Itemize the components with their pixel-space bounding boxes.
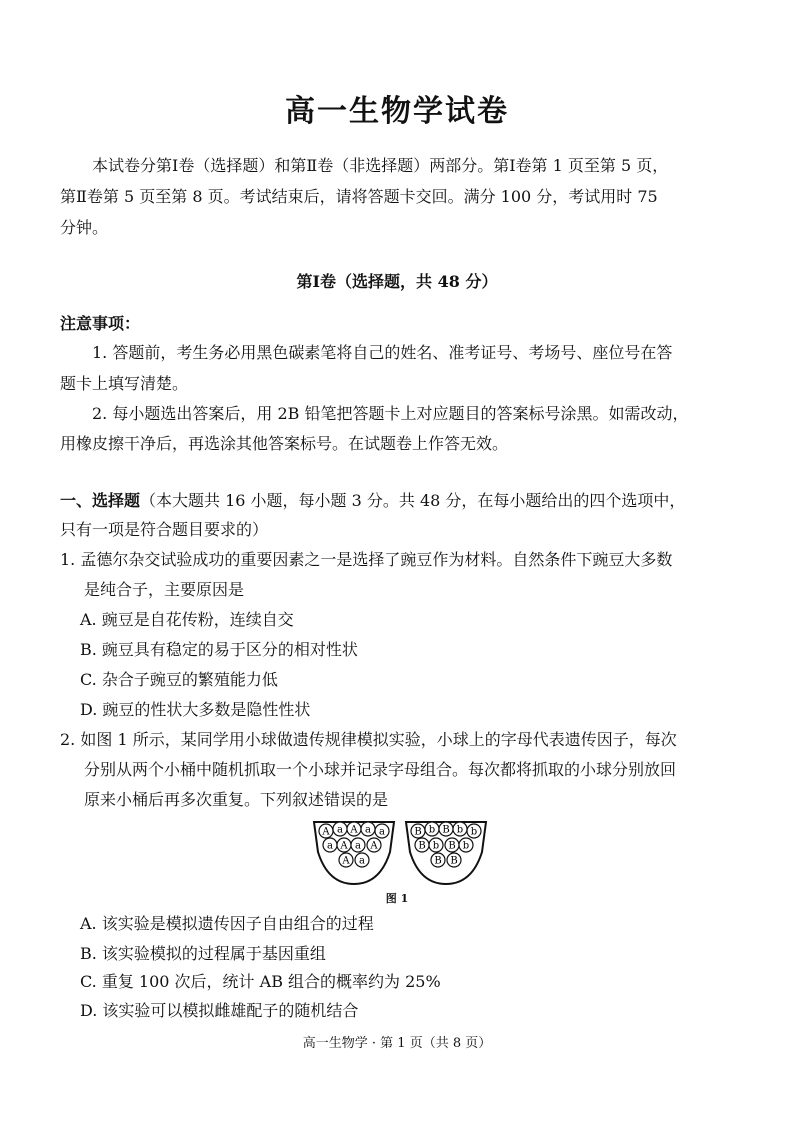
notice-heading: 注意事项： xyxy=(60,314,141,333)
q2-option-d: D. 该实验可以模拟雌雄配子的随机结合 xyxy=(80,1001,359,1020)
bucket-1-ball-label: A xyxy=(350,824,358,836)
bucket-1-ball-label: A xyxy=(342,855,350,867)
page-footer: 高一生物学 · 第 1 页（共 8 页） xyxy=(302,1036,492,1051)
bucket-1-ball-label: a xyxy=(355,840,361,852)
bucket-2-ball-label: b xyxy=(470,826,478,838)
q1-option-c: C. 杂合子豌豆的繁殖能力低 xyxy=(80,670,278,689)
q1-option-d: D. 豌豆的性状大多数是隐性性状 xyxy=(80,700,311,719)
notice-line-1: 1. 答题前，考生务必用黑色碳素笔将自己的姓名、准考证号、考场号、座位号在答 xyxy=(92,343,673,362)
bucket-2-ball-label: B xyxy=(450,855,458,867)
q1-stem-line-1: 1. 孟德尔杂交试验成功的重要因素之一是选择了豌豆作为材料。自然条件下豌豆大多数 xyxy=(60,550,673,569)
bucket-2-ball-label: B xyxy=(418,840,426,852)
notice-line-2: 题卡上填写清楚。 xyxy=(60,374,189,393)
bucket-1-ball-label: A xyxy=(322,826,330,838)
q2-option-c: C. 重复 100 次后，统计 AB 组合的概率约为 25% xyxy=(80,972,441,991)
q2-stem-line-3: 原来小桶后再多次重复。下列叙述错误的是 xyxy=(84,790,389,809)
bucket-1-ball-label: a xyxy=(365,824,371,836)
bucket-2-ball-label: B xyxy=(414,826,422,838)
bucket-1-ball-label: a xyxy=(327,840,333,852)
intro-line-2: 第Ⅱ卷第 5 页至第 8 页。考试结束后，请将答题卡交回。满分 100 分，考试用时 75 xyxy=(60,187,658,206)
bucket-1-ball-label: a xyxy=(337,824,343,836)
q2-stem-line-1: 2. 如图 1 所示，某同学用小球做遗传规律模拟实验，小球上的字母代表遗传因子，每次 xyxy=(60,730,677,749)
part1-heading: 一、选择题 xyxy=(60,491,141,510)
q1-option-b: B. 豌豆具有稳定的易于区分的相对性状 xyxy=(80,640,358,659)
figure-1-buckets xyxy=(310,818,490,890)
bucket-1-ball-label: A xyxy=(370,840,378,852)
q1-option-a: A. 豌豆是自花传粉，连续自交 xyxy=(80,610,294,629)
bucket-2-ball-label: B xyxy=(434,855,442,867)
figure-caption: 图 1 xyxy=(385,892,409,905)
q2-option-b: B. 该实验模拟的过程属于基因重组 xyxy=(80,944,326,963)
bucket-2-ball-label: B xyxy=(448,840,456,852)
section-title: 第Ⅰ卷（选择题，共 48 分） xyxy=(296,272,498,291)
q2-stem-line-2: 分别从两个小桶中随机抓取一个小球并记录字母组合。每次都将抓取的小球分别放回 xyxy=(84,760,677,779)
bucket-2-ball-label: B xyxy=(442,824,450,836)
notice-line-4: 用橡皮擦干净后，再选涂其他答案标号。在试题卷上作答无效。 xyxy=(60,434,509,453)
bucket-1-ball-label: a xyxy=(379,826,385,838)
bucket-1 xyxy=(314,822,394,884)
bucket-2-ball-label: b xyxy=(432,840,440,852)
q1-stem-line-2: 是纯合子，主要原因是 xyxy=(84,580,245,599)
bucket-1-ball-label: a xyxy=(359,855,365,867)
notice-line-3: 2. 每小题选出答案后，用 2B 铅笔把答题卡上对应题目的答案标号涂黑。如需改动， xyxy=(92,404,689,423)
bucket-2-ball-label: b xyxy=(428,824,436,836)
bucket-2-ball-label: b xyxy=(456,824,464,836)
bucket-2-ball-label: b xyxy=(462,840,470,852)
intro-line-3: 分钟。 xyxy=(60,218,109,237)
bucket-1-ball-label: A xyxy=(340,840,348,852)
bucket-2 xyxy=(406,822,486,884)
intro-line-1: 本试卷分第Ⅰ卷（选择题）和第Ⅱ卷（非选择题）两部分。第Ⅰ卷第 1 页至第 5 页， xyxy=(92,156,669,175)
part1-line-2: 只有一项是符合题目要求的） xyxy=(60,520,269,539)
part1-line-1 xyxy=(60,491,685,511)
page-title: 高一生物学试卷 xyxy=(285,94,509,129)
part1-desc: （本大题共 16 小题，每小题 3 分。共 48 分，在每小题给出的四个选项中， xyxy=(140,491,686,510)
q2-option-a: A. 该实验是模拟遗传因子自由组合的过程 xyxy=(80,914,374,933)
